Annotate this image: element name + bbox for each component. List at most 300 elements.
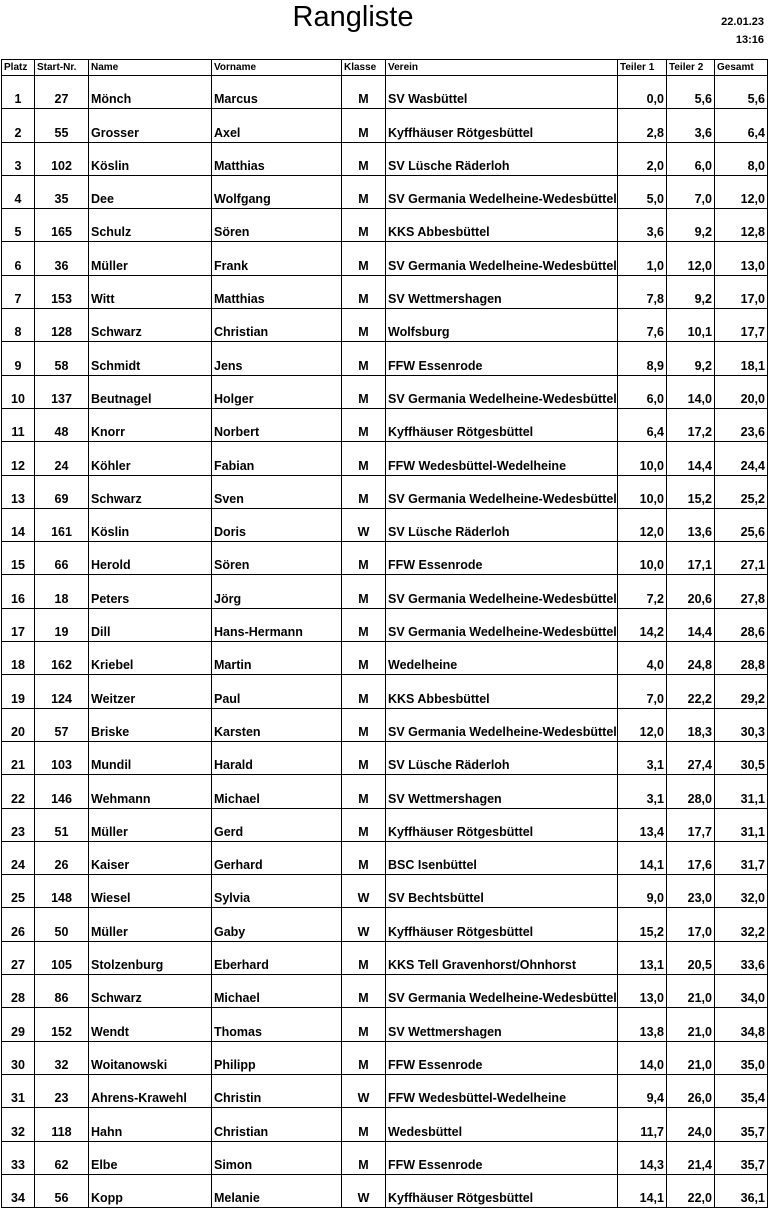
cell-teiler2: 24,0	[667, 1108, 715, 1141]
cell-platz: 18	[2, 642, 35, 675]
cell-verein: Kyffhäuser Rötgesbüttel	[386, 1174, 618, 1207]
cell-platz: 3	[2, 142, 35, 175]
table-row	[2, 575, 768, 608]
table-row	[2, 1008, 768, 1041]
cell-startnr: 162	[35, 642, 89, 675]
cell-vorname: Gaby	[212, 908, 342, 941]
cell-verein: SV Germania Wedelheine-Wedesbüttel	[386, 475, 618, 508]
cell-vorname: Simon	[212, 1141, 342, 1174]
cell-vorname: Jörg	[212, 575, 342, 608]
cell-klasse: M	[342, 1008, 386, 1041]
cell-gesamt: 31,7	[715, 841, 768, 874]
cell-startnr: 24	[35, 442, 89, 475]
cell-teiler2: 21,4	[667, 1141, 715, 1174]
cell-name: Müller	[89, 908, 212, 941]
cell-startnr: 66	[35, 542, 89, 575]
table-row	[2, 342, 768, 375]
cell-vorname: Axel	[212, 109, 342, 142]
cell-klasse: M	[342, 542, 386, 575]
cell-teiler2: 5,6	[667, 76, 715, 109]
cell-startnr: 86	[35, 975, 89, 1008]
cell-startnr: 103	[35, 741, 89, 774]
cell-klasse: M	[342, 741, 386, 774]
cell-name: Ahrens-Krawehl	[89, 1074, 212, 1107]
cell-vorname: Gerd	[212, 808, 342, 841]
cell-teiler1: 13,0	[618, 975, 667, 1008]
cell-teiler2: 24,8	[667, 642, 715, 675]
cell-teiler2: 20,6	[667, 575, 715, 608]
cell-vorname: Christin	[212, 1074, 342, 1107]
cell-gesamt: 17,0	[715, 275, 768, 308]
cell-gesamt: 32,0	[715, 875, 768, 908]
print-date: 22.01.23	[721, 16, 764, 28]
cell-verein: FFW Essenrode	[386, 542, 618, 575]
cell-klasse: M	[342, 109, 386, 142]
cell-startnr: 56	[35, 1174, 89, 1207]
cell-vorname: Thomas	[212, 1008, 342, 1041]
cell-gesamt: 33,6	[715, 941, 768, 974]
cell-name: Beutnagel	[89, 375, 212, 408]
cell-vorname: Sören	[212, 542, 342, 575]
cell-teiler1: 14,1	[618, 1174, 667, 1207]
cell-teiler2: 6,0	[667, 142, 715, 175]
cell-platz: 30	[2, 1041, 35, 1074]
cell-klasse: M	[342, 1108, 386, 1141]
cell-teiler1: 2,0	[618, 142, 667, 175]
column-header-klasse: Klasse	[342, 60, 386, 76]
table-row	[2, 209, 768, 242]
cell-gesamt: 24,4	[715, 442, 768, 475]
cell-vorname: Paul	[212, 675, 342, 708]
cell-verein: SV Germania Wedelheine-Wedesbüttel	[386, 975, 618, 1008]
cell-vorname: Michael	[212, 775, 342, 808]
table-row	[2, 1074, 768, 1107]
table-row	[2, 608, 768, 641]
cell-verein: KKS Tell Gravenhorst/Ohnhorst	[386, 941, 618, 974]
cell-name: Knorr	[89, 408, 212, 441]
cell-verein: SV Lüsche Räderloh	[386, 142, 618, 175]
table-row	[2, 975, 768, 1008]
table-row	[2, 642, 768, 675]
column-header-name: Name	[89, 60, 212, 76]
cell-name: Mönch	[89, 76, 212, 109]
cell-klasse: M	[342, 309, 386, 342]
table-row	[2, 775, 768, 808]
cell-gesamt: 20,0	[715, 375, 768, 408]
cell-teiler2: 7,0	[667, 175, 715, 208]
cell-klasse: M	[342, 76, 386, 109]
cell-startnr: 51	[35, 808, 89, 841]
cell-name: Schulz	[89, 209, 212, 242]
cell-name: Schmidt	[89, 342, 212, 375]
cell-klasse: M	[342, 841, 386, 874]
cell-platz: 13	[2, 475, 35, 508]
cell-platz: 6	[2, 242, 35, 275]
cell-teiler2: 9,2	[667, 342, 715, 375]
cell-vorname: Sylvia	[212, 875, 342, 908]
cell-name: Herold	[89, 542, 212, 575]
cell-teiler1: 14,0	[618, 1041, 667, 1074]
cell-teiler2: 9,2	[667, 209, 715, 242]
cell-teiler1: 9,0	[618, 875, 667, 908]
cell-teiler1: 7,2	[618, 575, 667, 608]
cell-name: Wendt	[89, 1008, 212, 1041]
cell-teiler2: 17,1	[667, 542, 715, 575]
cell-gesamt: 27,1	[715, 542, 768, 575]
cell-platz: 5	[2, 209, 35, 242]
cell-platz: 20	[2, 708, 35, 741]
cell-gesamt: 35,7	[715, 1141, 768, 1174]
cell-verein: FFW Essenrode	[386, 1141, 618, 1174]
cell-klasse: M	[342, 375, 386, 408]
cell-klasse: M	[342, 575, 386, 608]
cell-verein: Kyffhäuser Rötgesbüttel	[386, 109, 618, 142]
column-header-platz: Platz	[2, 60, 35, 76]
cell-vorname: Melanie	[212, 1174, 342, 1207]
cell-vorname: Sven	[212, 475, 342, 508]
print-time: 13:16	[735, 34, 764, 46]
cell-vorname: Christian	[212, 1108, 342, 1141]
cell-teiler1: 11,7	[618, 1108, 667, 1141]
cell-platz: 25	[2, 875, 35, 908]
cell-name: Mundil	[89, 741, 212, 774]
cell-teiler1: 4,0	[618, 642, 667, 675]
cell-vorname: Sören	[212, 209, 342, 242]
table-row	[2, 76, 768, 109]
cell-teiler1: 2,8	[618, 109, 667, 142]
cell-verein: SV Germania Wedelheine-Wedesbüttel	[386, 575, 618, 608]
cell-platz: 1	[2, 76, 35, 109]
table-row	[2, 841, 768, 874]
cell-vorname: Jens	[212, 342, 342, 375]
cell-name: Schwarz	[89, 309, 212, 342]
column-header-verein: Verein	[386, 60, 618, 76]
ranking-body	[2, 76, 768, 1208]
cell-vorname: Holger	[212, 375, 342, 408]
table-row	[2, 1041, 768, 1074]
cell-gesamt: 12,8	[715, 209, 768, 242]
cell-platz: 8	[2, 309, 35, 342]
cell-name: Müller	[89, 242, 212, 275]
column-header-vorname: Vorname	[212, 60, 342, 76]
cell-klasse: M	[342, 475, 386, 508]
cell-gesamt: 30,3	[715, 708, 768, 741]
cell-verein: SV Wettmershagen	[386, 1008, 618, 1041]
table-row	[2, 309, 768, 342]
cell-klasse: M	[342, 608, 386, 641]
cell-startnr: 48	[35, 408, 89, 441]
table-row	[2, 708, 768, 741]
cell-verein: Kyffhäuser Rötgesbüttel	[386, 808, 618, 841]
table-row	[2, 1174, 768, 1207]
table-row	[2, 142, 768, 175]
cell-klasse: M	[342, 209, 386, 242]
table-row	[2, 542, 768, 575]
cell-verein: SV Germania Wedelheine-Wedesbüttel	[386, 708, 618, 741]
cell-klasse: M	[342, 675, 386, 708]
cell-gesamt: 36,1	[715, 1174, 768, 1207]
cell-platz: 29	[2, 1008, 35, 1041]
cell-name: Stolzenburg	[89, 941, 212, 974]
cell-platz: 34	[2, 1174, 35, 1207]
cell-platz: 23	[2, 808, 35, 841]
cell-teiler2: 15,2	[667, 475, 715, 508]
cell-vorname: Harald	[212, 741, 342, 774]
column-header-startnr: Start-Nr.	[35, 60, 89, 76]
cell-teiler2: 28,0	[667, 775, 715, 808]
cell-klasse: M	[342, 1141, 386, 1174]
cell-verein: SV Lüsche Räderloh	[386, 508, 618, 541]
cell-teiler1: 3,6	[618, 209, 667, 242]
cell-vorname: Norbert	[212, 408, 342, 441]
cell-gesamt: 17,7	[715, 309, 768, 342]
cell-name: Peters	[89, 575, 212, 608]
cell-teiler2: 14,0	[667, 375, 715, 408]
cell-verein: SV Germania Wedelheine-Wedesbüttel	[386, 375, 618, 408]
cell-klasse: M	[342, 175, 386, 208]
cell-teiler2: 27,4	[667, 741, 715, 774]
cell-platz: 32	[2, 1108, 35, 1141]
cell-gesamt: 34,0	[715, 975, 768, 1008]
cell-name: Kriebel	[89, 642, 212, 675]
cell-klasse: M	[342, 342, 386, 375]
cell-startnr: 58	[35, 342, 89, 375]
cell-teiler1: 13,1	[618, 941, 667, 974]
cell-gesamt: 31,1	[715, 775, 768, 808]
cell-vorname: Doris	[212, 508, 342, 541]
cell-startnr: 165	[35, 209, 89, 242]
cell-teiler2: 3,6	[667, 109, 715, 142]
cell-verein: SV Wettmershagen	[386, 775, 618, 808]
cell-klasse: W	[342, 908, 386, 941]
cell-gesamt: 27,8	[715, 575, 768, 608]
cell-teiler1: 7,8	[618, 275, 667, 308]
column-header-gesamt: Gesamt	[715, 60, 768, 76]
cell-klasse: M	[342, 642, 386, 675]
cell-startnr: 148	[35, 875, 89, 908]
ranking-table	[1, 59, 768, 1208]
cell-startnr: 137	[35, 375, 89, 408]
cell-teiler1: 7,0	[618, 675, 667, 708]
cell-verein: Wolfsburg	[386, 309, 618, 342]
table-row	[2, 941, 768, 974]
cell-platz: 31	[2, 1074, 35, 1107]
cell-platz: 14	[2, 508, 35, 541]
cell-name: Köslin	[89, 142, 212, 175]
cell-gesamt: 5,6	[715, 76, 768, 109]
cell-klasse: W	[342, 1074, 386, 1107]
cell-startnr: 128	[35, 309, 89, 342]
cell-startnr: 62	[35, 1141, 89, 1174]
cell-startnr: 36	[35, 242, 89, 275]
cell-platz: 24	[2, 841, 35, 874]
column-header-teiler1: Teiler 1	[618, 60, 667, 76]
cell-gesamt: 28,8	[715, 642, 768, 675]
cell-verein: BSC Isenbüttel	[386, 841, 618, 874]
cell-teiler2: 18,3	[667, 708, 715, 741]
cell-klasse: M	[342, 142, 386, 175]
cell-klasse: W	[342, 1174, 386, 1207]
table-row	[2, 741, 768, 774]
cell-teiler2: 22,0	[667, 1174, 715, 1207]
cell-platz: 33	[2, 1141, 35, 1174]
cell-vorname: Marcus	[212, 76, 342, 109]
cell-teiler1: 7,6	[618, 309, 667, 342]
cell-gesamt: 30,5	[715, 741, 768, 774]
cell-gesamt: 8,0	[715, 142, 768, 175]
cell-name: Dee	[89, 175, 212, 208]
cell-teiler2: 9,2	[667, 275, 715, 308]
cell-startnr: 105	[35, 941, 89, 974]
cell-vorname: Fabian	[212, 442, 342, 475]
cell-gesamt: 34,8	[715, 1008, 768, 1041]
cell-name: Briske	[89, 708, 212, 741]
cell-teiler1: 6,4	[618, 408, 667, 441]
cell-vorname: Michael	[212, 975, 342, 1008]
table-row	[2, 908, 768, 941]
cell-platz: 2	[2, 109, 35, 142]
cell-klasse: M	[342, 1041, 386, 1074]
cell-teiler2: 17,2	[667, 408, 715, 441]
cell-name: Weitzer	[89, 675, 212, 708]
cell-platz: 28	[2, 975, 35, 1008]
cell-platz: 11	[2, 408, 35, 441]
cell-klasse: M	[342, 975, 386, 1008]
cell-klasse: W	[342, 508, 386, 541]
cell-teiler1: 12,0	[618, 708, 667, 741]
cell-verein: KKS Abbesbüttel	[386, 209, 618, 242]
cell-vorname: Matthias	[212, 142, 342, 175]
cell-name: Dill	[89, 608, 212, 641]
cell-startnr: 55	[35, 109, 89, 142]
cell-name: Woitanowski	[89, 1041, 212, 1074]
cell-teiler1: 13,8	[618, 1008, 667, 1041]
table-row	[2, 508, 768, 541]
cell-startnr: 161	[35, 508, 89, 541]
cell-gesamt: 32,2	[715, 908, 768, 941]
cell-vorname: Hans-Hermann	[212, 608, 342, 641]
cell-startnr: 102	[35, 142, 89, 175]
cell-klasse: M	[342, 442, 386, 475]
cell-verein: Wedesbüttel	[386, 1108, 618, 1141]
cell-teiler1: 12,0	[618, 508, 667, 541]
cell-name: Grosser	[89, 109, 212, 142]
table-row	[2, 175, 768, 208]
cell-vorname: Martin	[212, 642, 342, 675]
table-row	[2, 475, 768, 508]
cell-startnr: 69	[35, 475, 89, 508]
cell-verein: Kyffhäuser Rötgesbüttel	[386, 908, 618, 941]
cell-startnr: 32	[35, 1041, 89, 1074]
cell-teiler1: 1,0	[618, 242, 667, 275]
cell-teiler1: 5,0	[618, 175, 667, 208]
cell-teiler1: 6,0	[618, 375, 667, 408]
cell-teiler1: 9,4	[618, 1074, 667, 1107]
cell-gesamt: 25,6	[715, 508, 768, 541]
cell-platz: 4	[2, 175, 35, 208]
cell-verein: FFW Wedesbüttel-Wedelheine	[386, 1074, 618, 1107]
cell-platz: 17	[2, 608, 35, 641]
cell-teiler2: 12,0	[667, 242, 715, 275]
cell-platz: 15	[2, 542, 35, 575]
cell-teiler1: 14,1	[618, 841, 667, 874]
page-title: Rangliste	[292, 1, 414, 33]
cell-platz: 22	[2, 775, 35, 808]
cell-gesamt: 18,1	[715, 342, 768, 375]
cell-verein: SV Wettmershagen	[386, 275, 618, 308]
cell-name: Elbe	[89, 1141, 212, 1174]
cell-teiler2: 14,4	[667, 608, 715, 641]
cell-teiler2: 17,0	[667, 908, 715, 941]
cell-verein: Kyffhäuser Rötgesbüttel	[386, 408, 618, 441]
cell-gesamt: 35,7	[715, 1108, 768, 1141]
cell-startnr: 27	[35, 76, 89, 109]
table-row	[2, 675, 768, 708]
cell-teiler2: 13,6	[667, 508, 715, 541]
cell-platz: 19	[2, 675, 35, 708]
cell-vorname: Christian	[212, 309, 342, 342]
cell-platz: 27	[2, 941, 35, 974]
cell-klasse: M	[342, 275, 386, 308]
table-row	[2, 109, 768, 142]
table-row	[2, 442, 768, 475]
cell-name: Witt	[89, 275, 212, 308]
cell-teiler1: 10,0	[618, 542, 667, 575]
cell-startnr: 35	[35, 175, 89, 208]
cell-teiler1: 3,1	[618, 741, 667, 774]
cell-startnr: 152	[35, 1008, 89, 1041]
cell-teiler1: 10,0	[618, 442, 667, 475]
cell-platz: 7	[2, 275, 35, 308]
cell-gesamt: 25,2	[715, 475, 768, 508]
cell-startnr: 19	[35, 608, 89, 641]
cell-verein: KKS Abbesbüttel	[386, 675, 618, 708]
cell-verein: SV Wasbüttel	[386, 76, 618, 109]
cell-startnr: 26	[35, 841, 89, 874]
cell-name: Schwarz	[89, 475, 212, 508]
cell-startnr: 18	[35, 575, 89, 608]
cell-verein: FFW Essenrode	[386, 342, 618, 375]
cell-teiler2: 21,0	[667, 975, 715, 1008]
cell-verein: FFW Essenrode	[386, 1041, 618, 1074]
cell-klasse: M	[342, 808, 386, 841]
cell-startnr: 23	[35, 1074, 89, 1107]
cell-startnr: 57	[35, 708, 89, 741]
cell-teiler1: 10,0	[618, 475, 667, 508]
cell-teiler2: 23,0	[667, 875, 715, 908]
cell-teiler2: 26,0	[667, 1074, 715, 1107]
cell-startnr: 50	[35, 908, 89, 941]
cell-gesamt: 28,6	[715, 608, 768, 641]
cell-teiler1: 3,1	[618, 775, 667, 808]
cell-gesamt: 31,1	[715, 808, 768, 841]
cell-name: Wehmann	[89, 775, 212, 808]
table-header-row	[2, 60, 768, 76]
cell-teiler1: 8,9	[618, 342, 667, 375]
cell-platz: 26	[2, 908, 35, 941]
cell-teiler2: 17,7	[667, 808, 715, 841]
cell-vorname: Philipp	[212, 1041, 342, 1074]
cell-klasse: M	[342, 775, 386, 808]
cell-gesamt: 23,6	[715, 408, 768, 441]
table-row	[2, 808, 768, 841]
table-row	[2, 408, 768, 441]
cell-vorname: Karsten	[212, 708, 342, 741]
cell-gesamt: 35,0	[715, 1041, 768, 1074]
table-row	[2, 875, 768, 908]
cell-teiler1: 0,0	[618, 76, 667, 109]
cell-teiler2: 14,4	[667, 442, 715, 475]
